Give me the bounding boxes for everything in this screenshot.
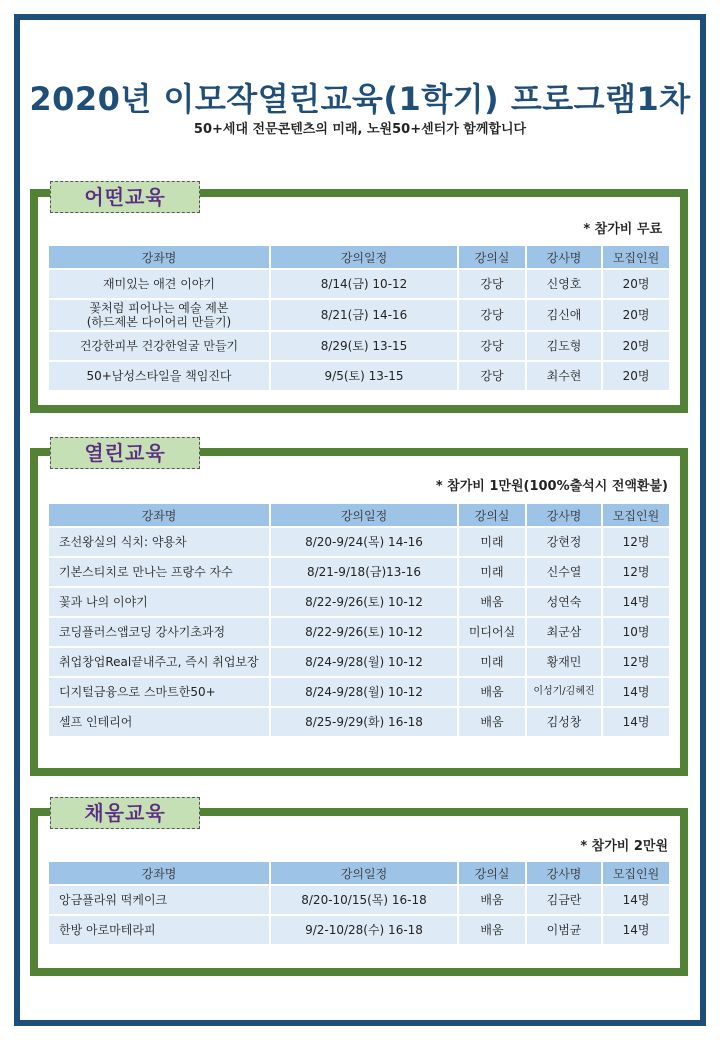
instructor-cell: 신수열 [527, 558, 601, 586]
room-cell: 배움 [459, 678, 525, 706]
instructor-cell: 강현정 [527, 528, 601, 556]
instructor-cell: 김성창 [527, 708, 601, 736]
room-cell: 배움 [459, 916, 525, 944]
course-name-cell: 한방 아로마테라피 [49, 916, 269, 944]
column-header-capacity: 모집인원 [603, 246, 669, 268]
course-name-cell: 꽃처럼 피어나는 예술 제본 (하드제본 다이어리 만들기) [49, 300, 269, 330]
table-row [49, 618, 669, 646]
section-tag-3: 채움교육 [50, 797, 200, 829]
schedule-cell: 8/22-9/26(토) 10-12 [271, 618, 457, 646]
schedule-cell: 8/20-9/24(목) 14-16 [271, 528, 457, 556]
schedule-cell: 8/29(토) 13-15 [271, 332, 457, 360]
table-row [49, 916, 669, 944]
table-header-row [49, 862, 669, 884]
course-name-cell: 건강한피부 건강한얼굴 만들기 [49, 332, 269, 360]
course-name-cell: 재미있는 애견 이야기 [49, 270, 269, 298]
table-row [49, 270, 669, 298]
capacity-cell: 14명 [603, 708, 669, 736]
column-header-schedule: 강의일정 [271, 504, 457, 526]
room-cell: 미래 [459, 558, 525, 586]
page-title: 2020년 이모작열린교육(1학기) 프로그램1차 [29, 80, 691, 118]
course-name-cell: 조선왕실의 식치: 약용차 [49, 528, 269, 556]
room-cell: 미래 [459, 528, 525, 556]
schedule-cell: 8/24-9/28(월) 10-12 [271, 648, 457, 676]
column-header-room: 강의실 [459, 246, 525, 268]
table-row [49, 332, 669, 360]
capacity-cell: 12명 [603, 528, 669, 556]
schedule-cell: 8/14(금) 10-12 [271, 270, 457, 298]
schedule-cell: 8/25-9/29(화) 16-18 [271, 708, 457, 736]
room-cell: 배움 [459, 886, 525, 914]
fee-note-1: * 참가비 무료 [583, 222, 662, 237]
section-tag-1: 어떤교육 [50, 181, 200, 213]
instructor-cell: 김신애 [527, 300, 601, 330]
schedule-cell: 9/2-10/28(수) 16-18 [271, 916, 457, 944]
schedule-cell: 8/20-10/15(목) 16-18 [271, 886, 457, 914]
course-name-cell: 취업창업Real끝내주고, 즉시 취업보장 [49, 648, 269, 676]
table-row [49, 362, 669, 390]
column-header-instructor: 강사명 [527, 504, 601, 526]
room-cell: 강당 [459, 362, 525, 390]
course-table-1 [47, 244, 671, 392]
capacity-cell: 14명 [603, 916, 669, 944]
capacity-cell: 20명 [603, 300, 669, 330]
table-row [49, 708, 669, 736]
column-header-course-name: 강좌명 [49, 246, 269, 268]
table-row [49, 886, 669, 914]
course-name-cell: 셀프 인테리어 [49, 708, 269, 736]
instructor-cell: 신영호 [527, 270, 601, 298]
course-name-cell: 디지털금융으로 스마트한50+ [49, 678, 269, 706]
schedule-cell: 8/24-9/28(월) 10-12 [271, 678, 457, 706]
schedule-cell: 9/5(토) 13-15 [271, 362, 457, 390]
course-name-cell: 꽃과 나의 이야기 [49, 588, 269, 616]
column-header-capacity: 모집인원 [603, 862, 669, 884]
course-name-cell: 기본스티치로 만나는 프랑수 자수 [49, 558, 269, 586]
schedule-cell: 8/22-9/26(토) 10-12 [271, 588, 457, 616]
room-cell: 강당 [459, 332, 525, 360]
room-cell: 강당 [459, 300, 525, 330]
capacity-cell: 12명 [603, 558, 669, 586]
capacity-cell: 10명 [603, 618, 669, 646]
room-cell: 강당 [459, 270, 525, 298]
table-row [49, 300, 669, 330]
room-cell: 미래 [459, 648, 525, 676]
instructor-cell: 최군삼 [527, 618, 601, 646]
column-header-instructor: 강사명 [527, 246, 601, 268]
schedule-cell: 8/21(금) 14-16 [271, 300, 457, 330]
capacity-cell: 14명 [603, 588, 669, 616]
capacity-cell: 20명 [603, 332, 669, 360]
schedule-cell: 8/21-9/18(금)13-16 [271, 558, 457, 586]
column-header-room: 강의실 [459, 862, 525, 884]
course-name-cell: 50+남성스타일을 책임진다 [49, 362, 269, 390]
fee-note-2: * 참가비 1만원(100%출석시 전액환불) [435, 479, 668, 494]
instructor-cell: 성연숙 [527, 588, 601, 616]
column-header-capacity: 모집인원 [603, 504, 669, 526]
table-row [49, 558, 669, 586]
room-cell: 배움 [459, 708, 525, 736]
capacity-cell: 14명 [603, 886, 669, 914]
column-header-room: 강의실 [459, 504, 525, 526]
table-row [49, 648, 669, 676]
fee-note-3: * 참가비 2만원 [580, 839, 668, 854]
table-header-row [49, 504, 669, 526]
instructor-cell: 김도형 [527, 332, 601, 360]
instructor-cell: 황재민 [527, 648, 601, 676]
table-row [49, 678, 669, 706]
table-row [49, 588, 669, 616]
room-cell: 미디어실 [459, 618, 525, 646]
course-table-2 [47, 502, 671, 738]
page-subtitle: 50+세대 전문콘텐츠의 미래, 노원50+센터가 함께합니다 [193, 122, 527, 137]
course-name-cell: 앙금플라워 떡케이크 [49, 886, 269, 914]
column-header-course-name: 강좌명 [49, 504, 269, 526]
course-table-3 [47, 860, 671, 946]
instructor-cell: 김금란 [527, 886, 601, 914]
room-cell: 배움 [459, 588, 525, 616]
column-header-instructor: 강사명 [527, 862, 601, 884]
column-header-course-name: 강좌명 [49, 862, 269, 884]
capacity-cell: 20명 [603, 270, 669, 298]
table-row [49, 528, 669, 556]
course-name-cell: 코딩플러스앱코딩 강사기초과정 [49, 618, 269, 646]
table-header-row [49, 246, 669, 268]
capacity-cell: 12명 [603, 648, 669, 676]
instructor-cell: 이범균 [527, 916, 601, 944]
capacity-cell: 20명 [603, 362, 669, 390]
instructor-cell: 이성기/김혜진 [527, 678, 601, 706]
instructor-cell: 최수현 [527, 362, 601, 390]
column-header-schedule: 강의일정 [271, 862, 457, 884]
column-header-schedule: 강의일정 [271, 246, 457, 268]
capacity-cell: 14명 [603, 678, 669, 706]
section-tag-2: 열린교육 [50, 437, 200, 469]
